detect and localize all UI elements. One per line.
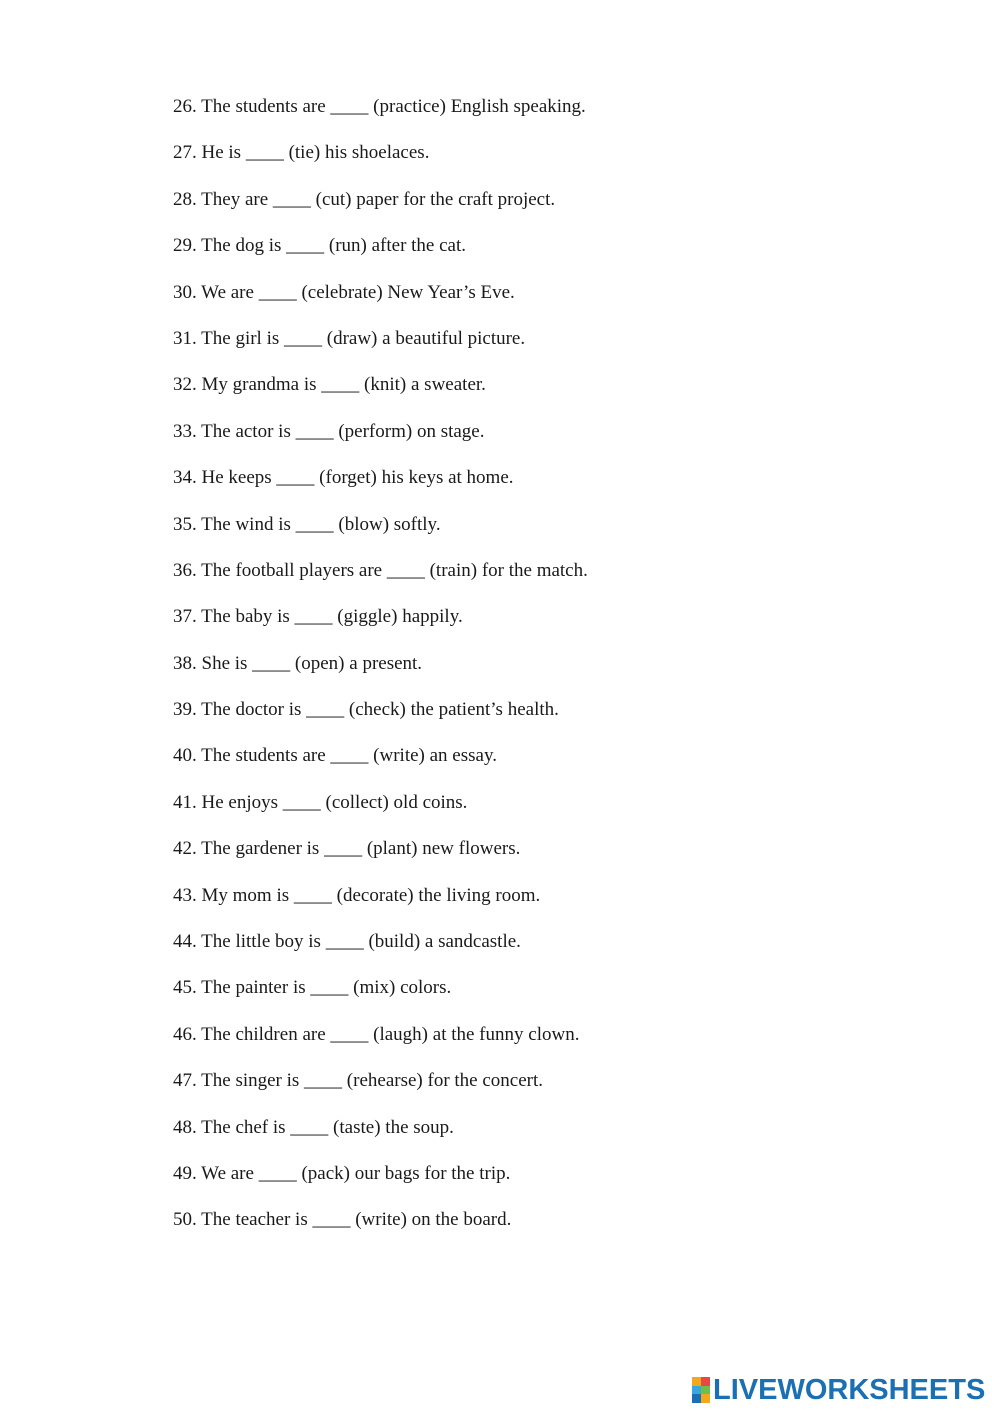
worksheet-item: 37. The baby is ____ (giggle) happily.	[173, 606, 463, 628]
worksheet-item: 41. He enjoys ____ (collect) old coins.	[173, 791, 468, 813]
worksheet-item: 27. He is ____ (tie) his shoelaces.	[173, 142, 430, 164]
worksheet-item: 35. The wind is ____ (blow) softly.	[173, 513, 441, 535]
worksheet-item: 44. The little boy is ____ (build) a sandcastle.	[173, 931, 521, 953]
worksheet-item: 50. The teacher is ____ (write) on the board.	[173, 1209, 512, 1231]
worksheet-item: 39. The doctor is ____ (check) the patient’s health.	[173, 699, 559, 721]
worksheet-item: 49. We are ____ (pack) our bags for the trip.	[173, 1162, 511, 1184]
worksheet-item: 47. The singer is ____ (rehearse) for the concert.	[173, 1070, 544, 1092]
worksheet-item: 46. The children are ____ (laugh) at the funny clown.	[173, 1023, 580, 1045]
worksheet-item: 38. She is ____ (open) a present.	[173, 652, 423, 674]
worksheet-item: 30. We are ____ (celebrate) New Year’s Eve.	[173, 281, 515, 303]
worksheet-item: 40. The students are ____ (write) an essay.	[173, 745, 497, 767]
worksheet-item: 36. The football players are ____ (train) for the match.	[173, 559, 588, 581]
worksheet-item: 33. The actor is ____ (perform) on stage.	[173, 420, 485, 442]
worksheet-item: 42. The gardener is ____ (plant) new flowers.	[173, 838, 521, 860]
worksheet-item: 32. My grandma is ____ (knit) a sweater.	[173, 374, 486, 396]
liveworksheets-logo-icon	[692, 1377, 710, 1403]
worksheet-item: 45. The painter is ____ (mix) colors.	[173, 977, 452, 999]
worksheet-list	[173, 94, 953, 1254]
worksheet-item: 48. The chef is ____ (taste) the soup.	[173, 1116, 454, 1138]
worksheet-item: 29. The dog is ____ (run) after the cat.	[173, 235, 467, 257]
worksheet-item: 26. The students are ____ (practice) English speaking.	[173, 96, 586, 117]
worksheet-item: 31. The girl is ____ (draw) a beautiful picture.	[173, 327, 526, 349]
logo-wordmark: LIVEWORKSHEETS	[713, 1373, 986, 1406]
worksheet-item: 34. He keeps ____ (forget) his keys at home.	[173, 467, 514, 489]
liveworksheets-logo	[692, 1373, 985, 1407]
worksheet-item: 43. My mom is ____ (decorate) the living room.	[173, 884, 541, 906]
worksheet-item: 28. They are ____ (cut) paper for the craft project.	[173, 188, 556, 210]
